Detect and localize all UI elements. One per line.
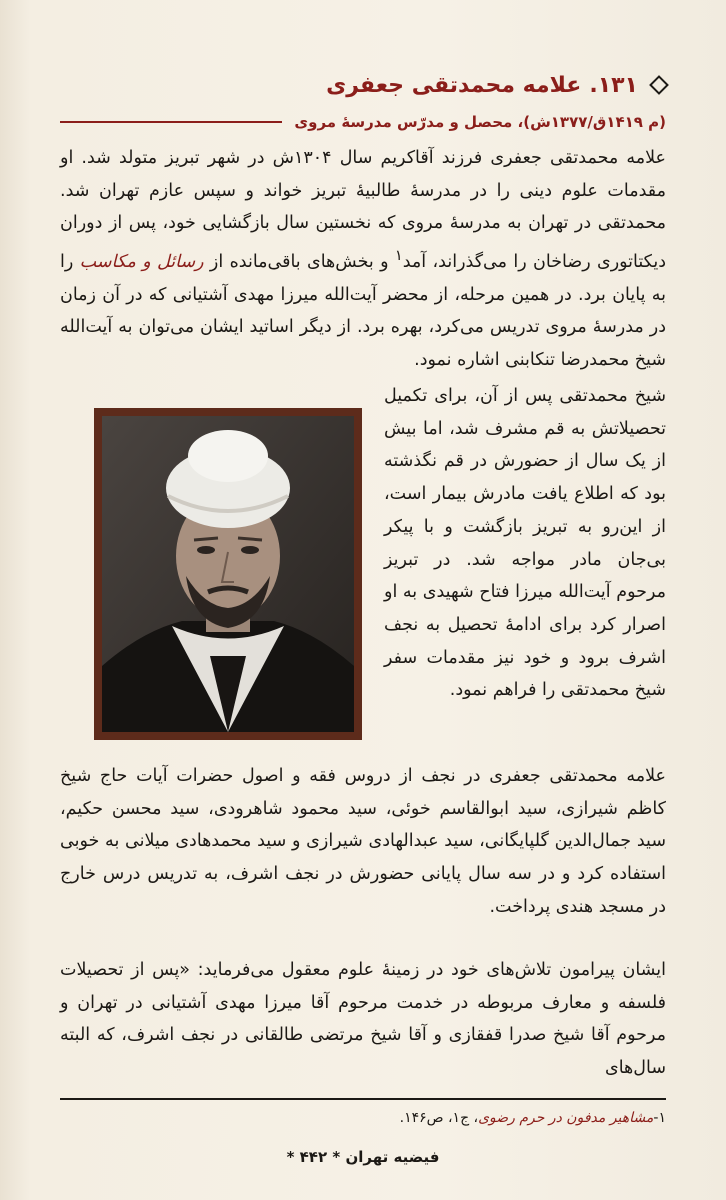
entry-subtitle-row	[60, 108, 666, 136]
footnote-divider	[60, 1098, 666, 1100]
footnote-source-title: مشاهیر مدفون در حرم رضوی	[478, 1110, 654, 1126]
paragraph-1-end: را به پایان برد. در همین مرحله، از محضر آیت‌الله میرزا مهدی آشتیانی که در آن زمان در مدرسهٔ مروی تدریس می‌کرد، بهره برد. از دیگر اساتید ایشان می‌توان به آیت‌الله شیخ محمدرضا تنکابنی اشاره نمود.	[60, 251, 666, 371]
footnote	[60, 1106, 666, 1130]
footnote-marker: ۱	[394, 247, 403, 265]
page-number: ۴۴۲	[299, 1148, 328, 1166]
book-title-highlight: رسائل و مکاسب	[79, 251, 204, 272]
book-name: فیضیه تهران	[345, 1148, 440, 1166]
entry-heading	[60, 68, 666, 102]
star-icon: *	[332, 1148, 341, 1166]
footnote-number: ۱-	[653, 1110, 666, 1126]
paragraph-4: ایشان پیرامون تلاش‌های خود در زمینهٔ علوم معقول می‌فرماید: «پس از تحصیلات فلسفه و معارف مربوطه در خدمت مرحوم آقا میرزا مهدی آشتیانی در تهران و مرحوم آقا شیخ صدرا قفقازی و آقا شیخ مرتضی طالقانی در نجف اشرف، که البته سال‌های	[60, 960, 666, 1079]
paragraph-1-start: علامه محمدتقی جعفری فرزند آقاکریم سال ۱۳۰۴ش در شهر تبریز متولد شد. او مقدمات علوم دینی را در مدرسهٔ طالبیهٔ تبریز خواند و سپس عازم تهران شد. محمدتقی در تهران به مدرسهٔ مروی که نخستین سال بازگشایی خود، پس از دوران دیکتاتوری رضاخان را می‌گذراند، آمد	[60, 148, 666, 272]
portrait-photo-frame	[94, 408, 362, 740]
footnote-detail: ، ج۱، ص۱۴۶.	[399, 1110, 479, 1126]
paragraph-3: علامه محمدتقی جعفری در نجف از دروس فقه و اصول حضرات آیات حاج شیخ کاظم شیرازی، سید ابوالقاسم خوئی، سید محمود شاهرودی، سید محسن حکیم، سید جمال‌الدین گلپایگانی، سید عبدالهادی شیرازی و سید محمدهادی میلانی به خوبی استفاده کرد و در سه سال پایانی حضورش در نجف اشرف، به تدریس درس خارج در مسجد هندی پرداخت.	[60, 766, 666, 917]
paragraph-1	[60, 142, 666, 377]
diamond-bullet-icon	[649, 75, 669, 95]
star-icon-2: *	[286, 1148, 295, 1166]
paragraph-1-mid: و بخش‌های باقی‌مانده از	[203, 251, 395, 272]
portrait-photo	[102, 416, 354, 732]
page-footer	[0, 1148, 726, 1166]
entry-number: ۱۳۱.	[589, 72, 638, 98]
entry-subtitle: (م ۱۴۱۹ق/۱۳۷۷ش)، محصل و مدرّس مدرسهٔ مروی	[294, 113, 666, 131]
entry-title: علامه محمدتقی جعفری	[326, 72, 582, 98]
paragraph-2: شیخ محمدتقی پس از آن، برای تکمیل تحصیلاتش به قم مشرف شد، اما بیش از یک سال از حضورش در قم نگذشته بود که اطلاع یافت مادرش بیمار است، از این‌رو به تبریز بازگشت و با پیکر بی‌جان مادر مواجه شد. در تبریز مرحوم آیت‌الله میرزا فتاح شهیدی به او اصرار کرد برای ادامهٔ تحصیل به نجف اشرف برود و خود نیز مقدمات سفر شیخ محمدتقی را فراهم نمود.	[384, 386, 666, 701]
subtitle-rule	[60, 121, 282, 123]
